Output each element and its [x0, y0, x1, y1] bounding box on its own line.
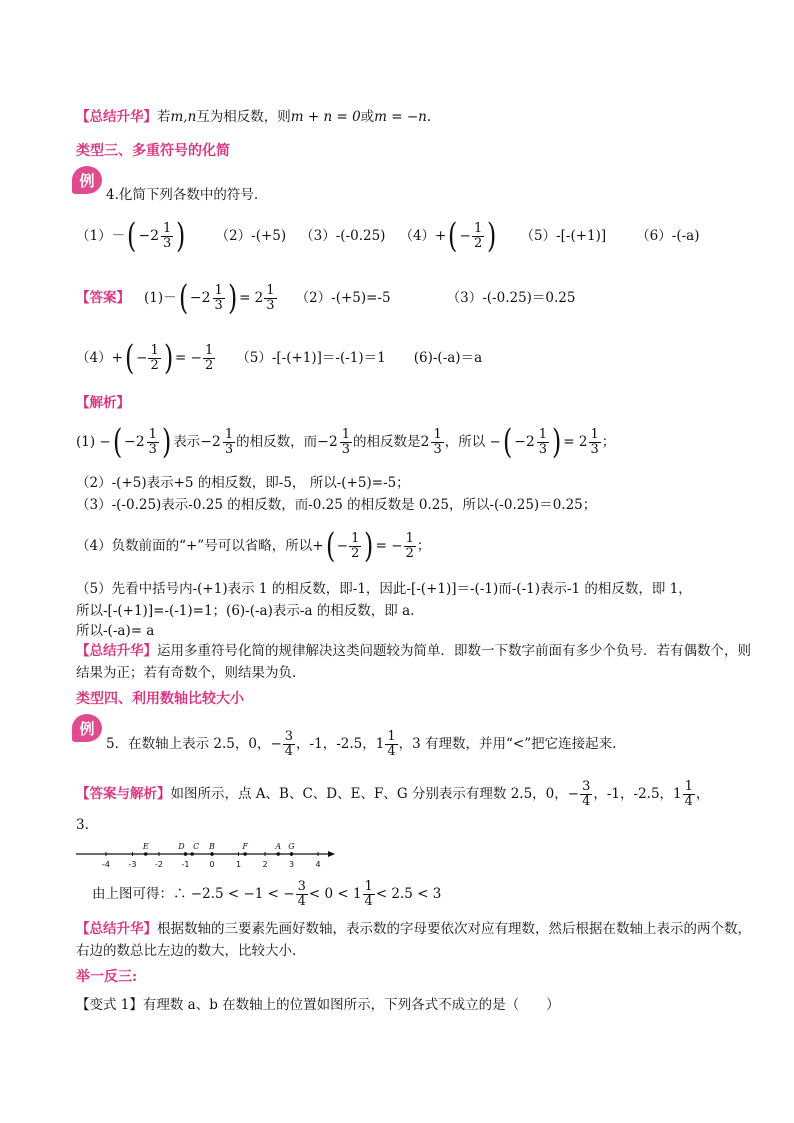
- answer-1-expression: ( −2 $\frac{1}{3}$ ) = 2 $\frac{1}{3}$: [178, 278, 275, 318]
- numerator: 1: [204, 342, 214, 358]
- problem-3: （3）-(-0.25): [300, 228, 386, 244]
- conclusion-text: < 2.5 < 3: [375, 886, 442, 902]
- analysis-text: ；: [601, 434, 616, 450]
- summary-1: [76, 106, 754, 128]
- analysis-line-7: 所以-(-a)= a: [76, 623, 155, 639]
- answer-text: ，: [695, 786, 710, 802]
- number-line-point: [184, 852, 188, 856]
- summary-vars: m,n: [170, 109, 197, 125]
- fraction: [385, 730, 397, 758]
- analysis-expression: ( − $\frac{1}{2}$ ): [325, 526, 374, 566]
- analysis-text: 的相反数是: [353, 434, 421, 450]
- analysis-text: 的相反数，而: [236, 434, 318, 450]
- numerator: 1: [351, 530, 360, 546]
- analysis-line-4: [76, 524, 754, 568]
- equals-part: = −: [175, 350, 202, 366]
- number-line-tick-label: -4: [102, 860, 110, 869]
- denominator: 4: [684, 793, 693, 809]
- numerator: 1: [473, 220, 483, 236]
- problem-5: （5）-[-(+1)]: [520, 228, 607, 244]
- number-line-point-label: B: [209, 842, 215, 851]
- problem-1-expression: ( −2 $\frac{1}{3}$ ): [127, 216, 186, 256]
- denominator: 3: [214, 297, 223, 313]
- analysis-fraction: [589, 428, 601, 456]
- example-4-prompt: 4.化简下列各数中的符号.: [106, 187, 259, 203]
- whole-part: 2: [420, 434, 430, 450]
- minus-sign: −: [459, 228, 471, 244]
- number-line-point-label: A: [275, 842, 282, 851]
- denominator: 2: [150, 357, 159, 373]
- denominator: 4: [582, 793, 591, 809]
- answer-2: （2）-(+5)=-5: [295, 290, 391, 306]
- denominator: 3: [590, 441, 599, 457]
- answer-4-expression: ( − $\frac{1}{2}$ ) = − $\frac{1}{2}$: [124, 338, 214, 378]
- number-line-point: [190, 852, 194, 856]
- example-badge: 例: [72, 714, 102, 742]
- denominator: 2: [204, 357, 214, 373]
- denominator: 3: [538, 441, 548, 457]
- analysis-mixed: [200, 428, 236, 456]
- number-line-point: [210, 852, 214, 856]
- number-line-point-label: E: [142, 842, 149, 851]
- summary-text: 或: [360, 109, 375, 125]
- numerator: 1: [224, 426, 234, 442]
- number-line-point-label: F: [242, 842, 248, 851]
- number-line-tick-label: 0: [209, 860, 215, 869]
- denominator: 3: [341, 441, 351, 457]
- analysis-text: = −: [375, 538, 403, 554]
- example-text: ，-1，-2.5，1: [296, 736, 385, 752]
- problem-2: （2）-(+5): [215, 228, 287, 244]
- equals-part: = 2: [239, 290, 264, 306]
- answer-row-1: [76, 278, 754, 318]
- example-5-prompt: [106, 722, 754, 766]
- practice-heading: 举一反三:: [76, 969, 138, 985]
- denominator: 3: [266, 297, 275, 313]
- summary-text: .: [426, 109, 432, 125]
- example-text: ，3 有理数，并用“<”把它连接起来.: [398, 736, 617, 752]
- summary-text: 根据数轴的三要素先画好数轴，表示数的字母要依次对应有理数，然后根据在数轴上表示的两个数，右边的数总比左边的数大，比较大小.: [76, 921, 751, 959]
- problem-6: （6）-(-a): [636, 228, 700, 244]
- numerator: 3: [284, 728, 294, 744]
- summary-tag: 【总结升华】: [76, 109, 157, 125]
- answer-6: (6)-(-a)＝a: [413, 350, 483, 366]
- section-heading-type3: 类型三、多重符号的化简: [76, 143, 230, 159]
- example-4-problems: [76, 216, 754, 256]
- denominator: 4: [297, 893, 306, 909]
- problem-4-expression: ( − $\frac{1}{2}$ ): [448, 216, 497, 256]
- denominator: 2: [473, 235, 483, 251]
- fraction: [683, 780, 695, 808]
- analysis-text: ，所以 −: [444, 434, 501, 450]
- variant-tag: 【变式 1】: [76, 997, 143, 1013]
- numerator: 1: [214, 282, 223, 298]
- denominator: 3: [163, 235, 172, 251]
- analysis-mixed: [317, 428, 353, 456]
- example-badge: 例: [72, 166, 102, 194]
- answer-5: （5）-[-(+1)]＝-(-1)＝1: [236, 350, 386, 366]
- number-line-point-label: G: [288, 842, 295, 851]
- whole-part: −2: [200, 434, 221, 450]
- numerator: 1: [387, 728, 396, 744]
- numerator: 1: [341, 426, 351, 442]
- number-line-point: [243, 852, 247, 856]
- numerator: 3: [582, 778, 591, 794]
- answer-4: （4）+: [76, 350, 123, 366]
- analysis-expression: ( −2 $\frac{1}{3}$ ): [112, 422, 172, 462]
- numerator: 3: [297, 878, 306, 894]
- number-line-point-label: C: [193, 842, 200, 851]
- summary-text: 若: [157, 109, 171, 125]
- number-line-point-label: D: [178, 842, 185, 851]
- numerator: 1: [163, 220, 172, 236]
- summary-tag: 【总结升华】: [76, 643, 157, 659]
- number-line-tick-label: 2: [262, 860, 268, 869]
- number-line-tick-label: -1: [181, 860, 190, 869]
- denominator: 4: [387, 743, 396, 759]
- analysis-line-1: [76, 420, 754, 464]
- numerator: 1: [590, 426, 599, 442]
- number-line: [76, 838, 336, 872]
- analysis-line-2: （2）-(+5)表示+5 的相反数，即-5， 所以-(+5)=-5；: [76, 475, 410, 491]
- conclusion-text: < 0 < 1: [308, 886, 362, 902]
- analysis-tag: 【解析】: [76, 395, 130, 411]
- whole-part: −2: [514, 434, 535, 450]
- numerator: 1: [148, 426, 157, 442]
- denominator: 3: [148, 441, 157, 457]
- summary-tag: 【总结升华】: [76, 921, 157, 937]
- whole-part: −2: [317, 434, 338, 450]
- summary-2: [76, 640, 754, 684]
- number-line-tick-label: 4: [315, 860, 321, 869]
- variant-1: [76, 994, 754, 1016]
- number-line-point: [290, 852, 294, 856]
- analysis-text: (1) −: [76, 434, 111, 450]
- numerator: 1: [266, 282, 275, 298]
- answer-1: (1)－: [144, 290, 177, 306]
- analysis-line-5: （5）先看中括号内-(+1)表示 1 的相反数，即-1，因此-[-(+1)]＝-(-1)而-(-1)表示-1 的相反数，即 1，: [76, 581, 692, 597]
- summary-equation: m = −n: [374, 109, 427, 125]
- number-line-tick-label: -2: [155, 860, 163, 869]
- problem-4: （4）+: [399, 228, 447, 244]
- minus-sign: −: [336, 538, 349, 554]
- answer-text: ，-1，-2.5，1: [593, 786, 682, 802]
- number-line-tick-label: 3: [288, 860, 295, 869]
- numerator: 1: [684, 778, 693, 794]
- denominator: 4: [364, 893, 373, 909]
- denominator: 3: [433, 441, 442, 457]
- fraction: [283, 730, 295, 758]
- answer-text: 如图所示，点 A、B、C、D、E、F、G 分别表示有理数 2.5，0，−: [170, 786, 580, 802]
- number-line-arrow: [328, 851, 335, 857]
- whole-part: −2: [124, 434, 145, 450]
- analysis-text: 表示: [173, 434, 201, 450]
- analysis-text: = 2: [563, 434, 588, 450]
- summary-text: 互为相反数，则: [196, 109, 291, 125]
- variant-text: 有理数 a、b 在数轴上的位置如图所示，下列各式不成立的是（ ）: [142, 997, 560, 1013]
- analysis-line-3: （3）-(-0.25)表示-0.25 的相反数，而-0.25 的相反数是 0.25，所以-(-0.25)＝0.25；: [76, 497, 597, 513]
- analysis-expression: ( −2 $\frac{1}{3}$ ): [502, 422, 562, 462]
- summary-3: [76, 918, 754, 962]
- fraction: [363, 880, 375, 908]
- section-heading-type4: 类型四、利用数轴比较大小: [76, 691, 244, 707]
- analysis-text: ；: [416, 538, 431, 554]
- number-line-tick-label: -3: [128, 860, 137, 869]
- answer-analysis-line-2: 3.: [76, 817, 89, 833]
- numerator: 1: [405, 530, 414, 546]
- problem-1: （1）－: [76, 228, 126, 244]
- example-text: 5．在数轴上表示 2.5，0，−: [106, 736, 282, 752]
- fraction: [296, 880, 308, 908]
- fraction: [580, 780, 592, 808]
- denominator: 4: [284, 743, 294, 759]
- minus-sign: −: [136, 350, 148, 366]
- number-line-tick-label: 1: [235, 860, 242, 869]
- denominator: 3: [224, 441, 234, 457]
- whole-part: −2: [138, 228, 159, 244]
- numerator: 1: [364, 878, 373, 894]
- analysis-line-6: 所以-[-(+1)]=-(-1)=1；(6)-(-a)表示-a 的相反数，即 a.: [76, 603, 415, 619]
- answer-3: （3）-(-0.25)＝0.25: [446, 290, 576, 306]
- analysis-fraction: [404, 532, 416, 560]
- summary-equation: m + n = 0: [290, 109, 361, 125]
- denominator: 2: [351, 545, 360, 561]
- answer-analysis-tag: 【答案与解析】: [76, 786, 171, 802]
- answer-tag: 【答案】: [76, 290, 130, 306]
- number-line-point: [144, 852, 148, 856]
- whole-part: −2: [189, 290, 211, 306]
- numerator: 1: [433, 426, 442, 442]
- denominator: 2: [405, 545, 414, 561]
- analysis-mixed: [421, 428, 445, 456]
- conclusion-text: 由上图可得：∴ −2.5 < −1 < −: [92, 886, 295, 902]
- summary-text: 运用多重符号化简的规律解决这类问题较为简单．即数一下数字前面有多少个负号．若有偶数个，则结果为正；若有奇数个，则结果为负.: [76, 643, 751, 681]
- number-line-point: [276, 852, 280, 856]
- answer-row-2: [76, 338, 754, 378]
- numerator: 1: [150, 342, 159, 358]
- conclusion-line: [92, 872, 754, 916]
- answer-analysis-line-1: [76, 772, 754, 816]
- analysis-text: （4）负数前面的“+”号可以省略，所以+: [76, 538, 324, 554]
- numerator: 1: [538, 426, 548, 442]
